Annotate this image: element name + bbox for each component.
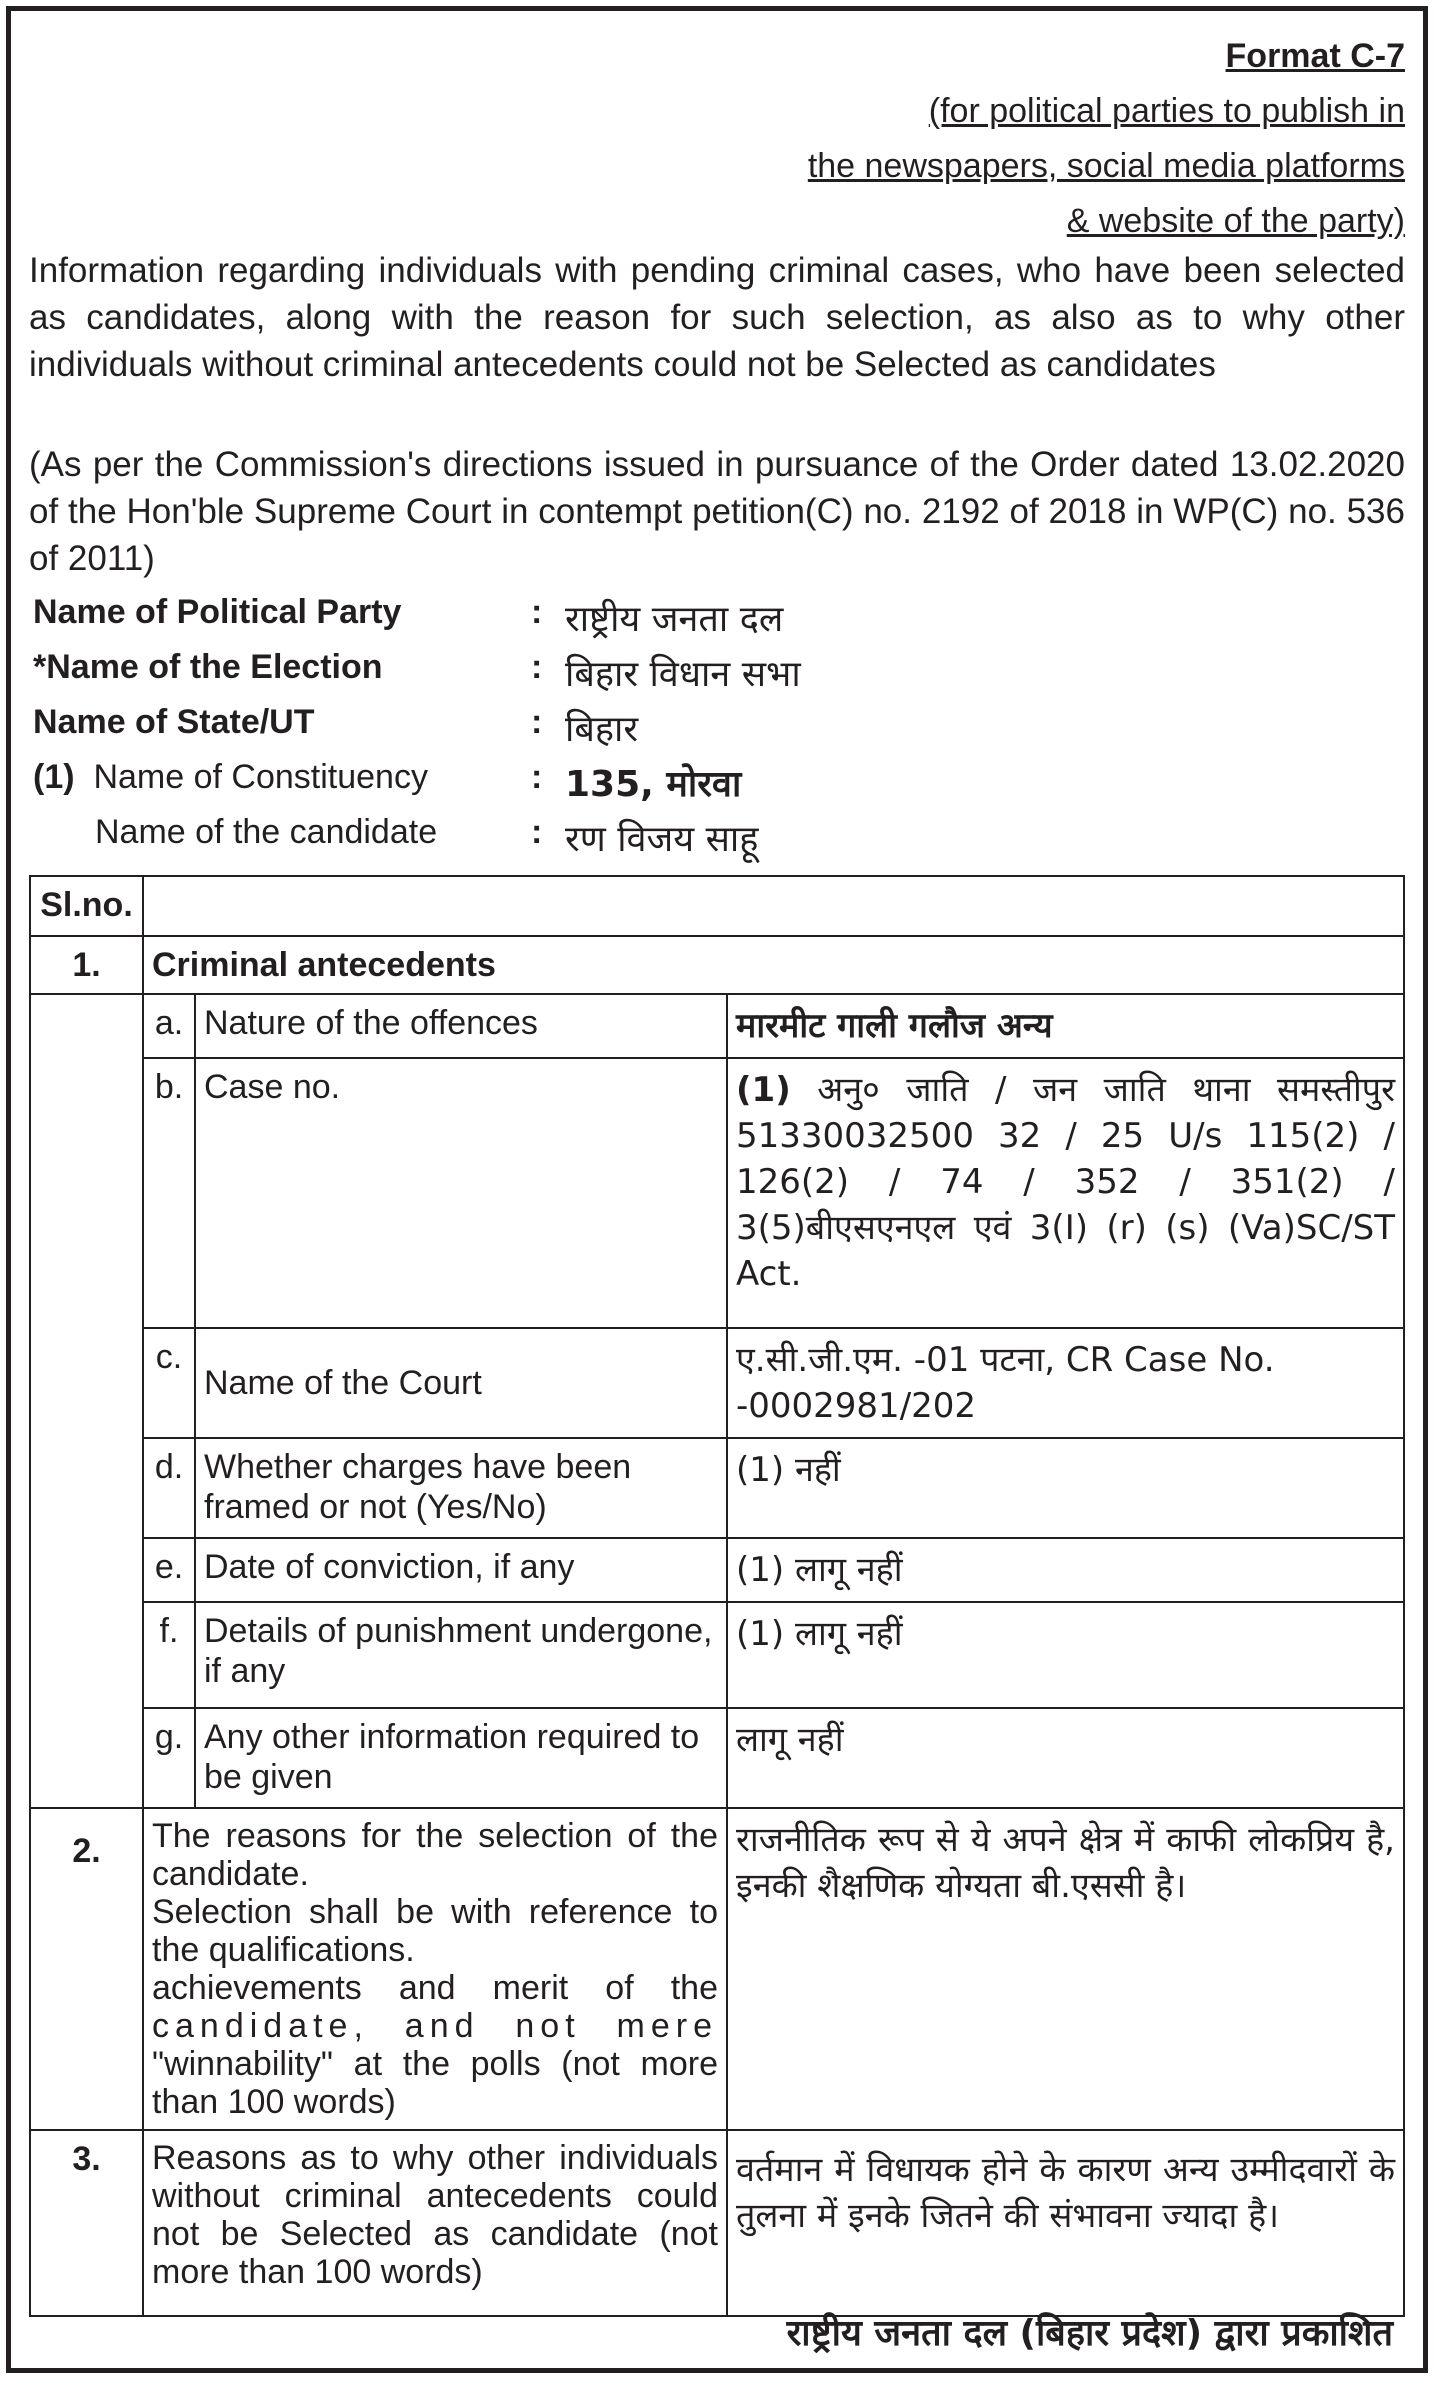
row-label: Details of punishment undergone, if any [195, 1602, 727, 1708]
election-row [33, 648, 1393, 703]
table-row [30, 1538, 1404, 1602]
constituency-row [33, 758, 1393, 813]
party-value: राष्ट्रीय जनता दल [565, 599, 784, 640]
section-number: 3. [30, 2130, 143, 2316]
section-2-label-line: candidate, and not mere [152, 2007, 718, 2045]
colon: : [531, 758, 543, 796]
candidate-label: Name of the candidate [95, 813, 438, 851]
row-value: लागू नहीं [727, 1708, 1404, 1808]
section-3-value: वर्तमान में विधायक होने के कारण अन्य उम्मीदवारों के तुलना में इनके जितने की संभावना ज्यादा है। [727, 2130, 1404, 2316]
colon: : [531, 593, 543, 631]
colon: : [531, 703, 543, 741]
constituency-label: Name of Constituency [93, 758, 428, 796]
row-key: f. [143, 1602, 195, 1708]
section-2-label [143, 1808, 727, 2130]
state-row [33, 703, 1393, 758]
section-2-label-line: achievements and merit of the [152, 1969, 718, 2007]
party-label: Name of Political Party [33, 593, 402, 631]
table-row [30, 1708, 1404, 1808]
publisher-footer: राष्ट्रीय जनता दल (बिहार प्रदेश) द्वारा प्रकाशित [786, 2313, 1393, 2354]
section-2-label-line: "winnability" at the polls (not more than 100 words) [152, 2045, 718, 2121]
party-row [33, 593, 1393, 648]
advertisement-page [6, 6, 1428, 2373]
table-row [30, 1328, 1404, 1438]
row-value: मारमीट गाली गलौज अन्य [727, 994, 1404, 1058]
table-row [30, 1602, 1404, 1708]
state-label: Name of State/UT [33, 703, 315, 741]
table-row [30, 1438, 1404, 1538]
format-header [808, 29, 1405, 249]
candidate-row [33, 813, 1393, 868]
section-2-label-line: The reasons for the selection of the candidate. [152, 1817, 718, 1893]
table-row [30, 1058, 1404, 1328]
colon: : [531, 813, 543, 851]
row-key: a. [143, 994, 195, 1058]
header-blank-cell [143, 876, 1404, 936]
format-subtitle-line: the newspapers, social media platforms [807, 147, 1405, 185]
table-row [30, 994, 1404, 1058]
case-number-cell [727, 1058, 1404, 1328]
election-label: *Name of the Election [33, 648, 383, 686]
format-subtitle-line: (for political parties to publish in [928, 92, 1405, 130]
section-3-row [30, 2130, 1404, 2316]
item-number: (1) [33, 758, 75, 796]
row-label: Nature of the offences [195, 994, 727, 1058]
row-key: g. [143, 1708, 195, 1808]
colon: : [531, 648, 543, 686]
section-2-label-line: Selection shall be with reference to the qualifications. [152, 1893, 718, 1969]
section-number: 2. [30, 1808, 143, 2130]
row-key: b. [143, 1058, 195, 1328]
row-key: c. [143, 1328, 195, 1438]
row-label: Name of the Court [195, 1328, 727, 1438]
row-label: Case no. [195, 1058, 727, 1328]
state-value: बिहार [565, 709, 639, 750]
election-value: बिहार विधान सभा [565, 654, 801, 695]
basis-paragraph: (As per the Commission's directions issued in pursuance of the Order dated 13.02.2020 of the Hon'ble Supreme Court in contempt petition(C) no. 2192 of 2018 in WP(C) no. 536 of 2011) [29, 445, 1405, 578]
section-3-label: Reasons as to why other individuals without criminal antecedents could not be Selected as candidate (not more than 100 words) [143, 2130, 727, 2316]
section-title: Criminal antecedents [143, 936, 1404, 994]
intro-paragraph: Information regarding individuals with pending criminal cases, who have been selected as candidates, along with the reason for such selection, as also as to why other individuals without criminal antecedents could not be Selected as candidates [29, 251, 1405, 384]
row-label: Any other information required to be given [195, 1708, 727, 1808]
antecedents-table [29, 875, 1405, 2317]
row-key: d. [143, 1438, 195, 1538]
row-value: (1) लागू नहीं [727, 1538, 1404, 1602]
row-label: Date of conviction, if any [195, 1538, 727, 1602]
candidate-info [33, 593, 1393, 868]
section-2-value: राजनीतिक रूप से ये अपने क्षेत्र में काफी लोकप्रिय है, इनकी शैक्षणिक योग्यता बी.एससी है। [727, 1808, 1404, 2130]
table-header-row [30, 876, 1404, 936]
section-number: 1. [30, 936, 143, 994]
row-value: (1) नहीं [727, 1438, 1404, 1538]
blank-sl-cell [30, 994, 143, 1808]
constituency-label-group [33, 758, 428, 797]
constituency-value: 135, मोरवा [565, 764, 742, 805]
row-value: अनु० जाति / जन जाति थाना समस्तीपुर 51330032500 32 / 25 U/s 115(2) / 126(2) / 74 / 352 / 351(2) / 3(5)बीएसएनएल एवं 3(I) (r) (s) (Va)SC/ST Act. [736, 1070, 1395, 1294]
format-subtitle-line: & website of the party) [1066, 202, 1405, 240]
row-value: ए.सी.जी.एम. -01 पटना, CR Case No. -0002981/202 [727, 1328, 1404, 1438]
section-2-row [30, 1808, 1404, 2130]
candidate-value: रण विजय साहू [565, 819, 759, 860]
row-value: (1) लागू नहीं [727, 1602, 1404, 1708]
row-key: e. [143, 1538, 195, 1602]
case-item-number: (1) [736, 1070, 791, 1110]
format-title: Format C-7 [1225, 37, 1405, 75]
section-1-row [30, 936, 1404, 994]
row-label: Whether charges have been framed or not (Yes/No) [195, 1438, 727, 1538]
sl-no-header: Sl.no. [30, 876, 143, 936]
